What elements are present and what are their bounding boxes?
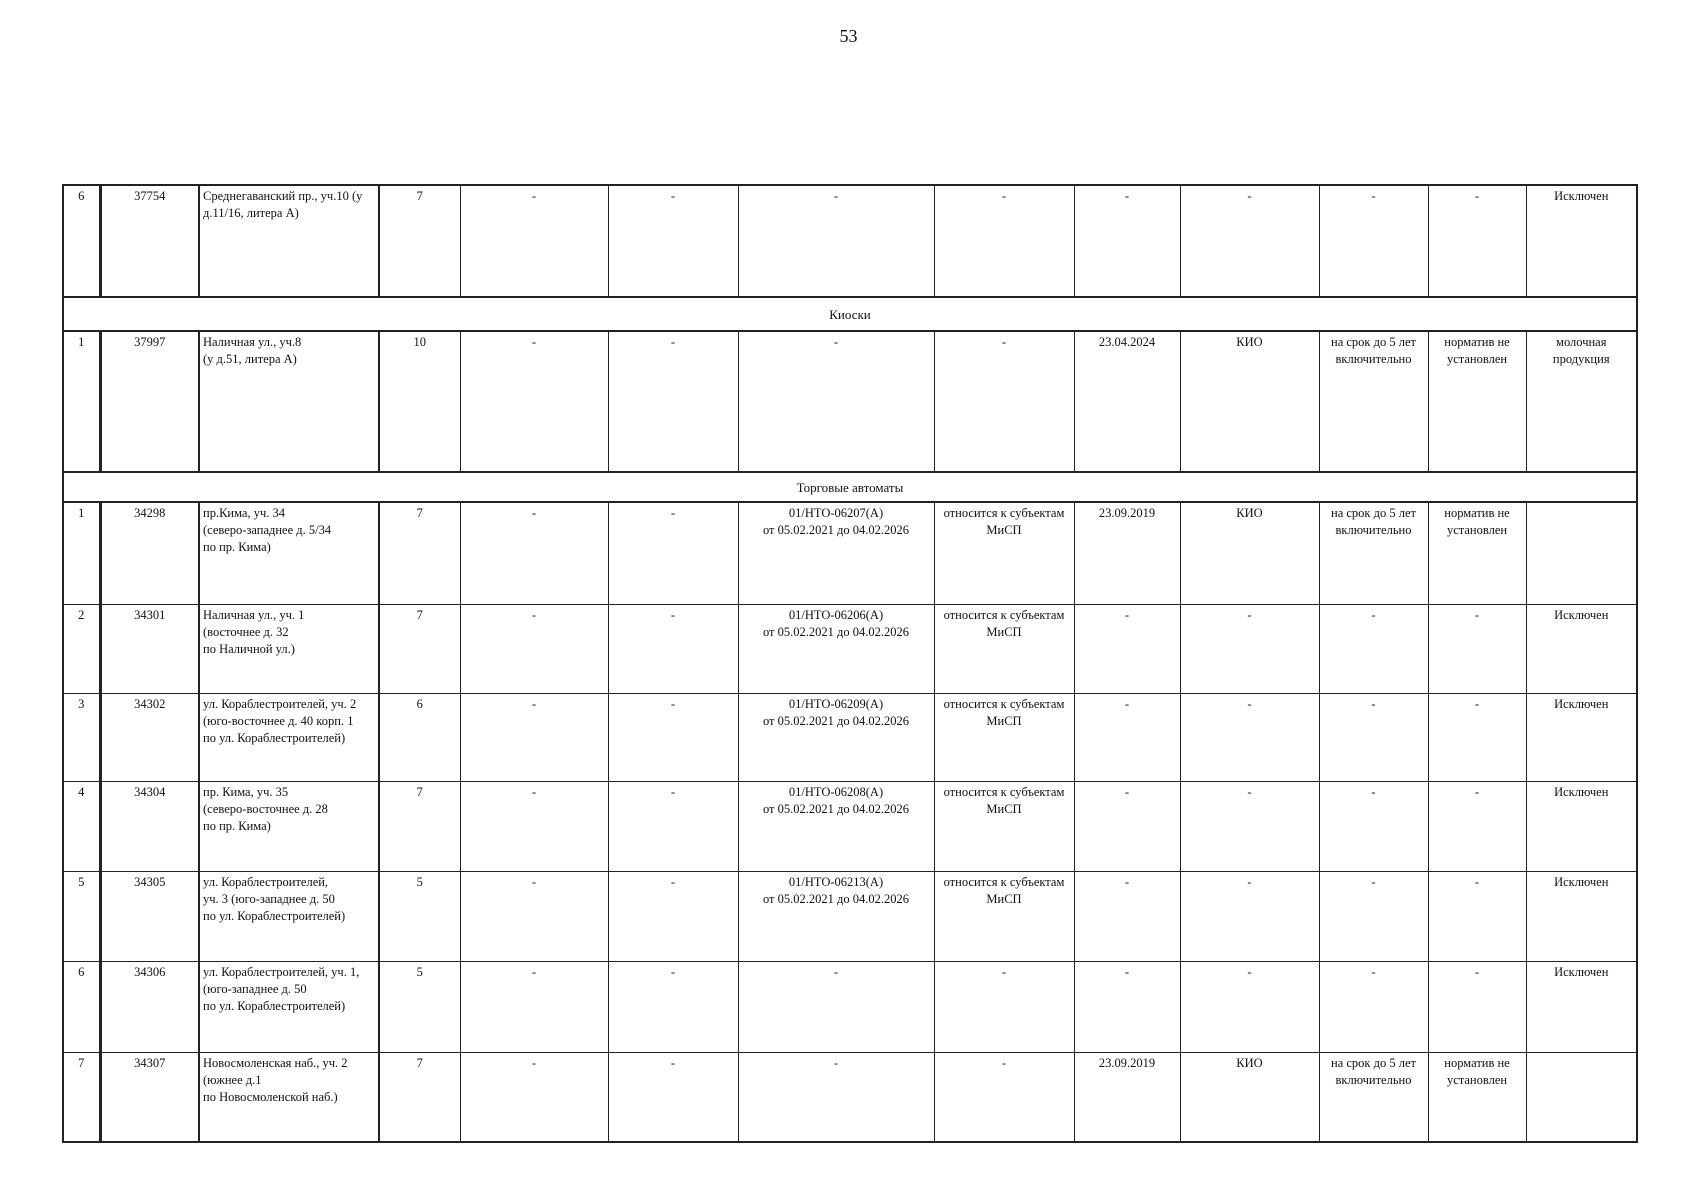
term-cell: на срок до 5 лет включительно [1319,331,1428,472]
section-title: Торговые автоматы [63,472,1637,502]
authority-cell: - [1180,185,1319,297]
table-row [63,604,1637,693]
object-code-cell: 34304 [100,781,199,871]
address-cell: ул. Кораблестроителей, уч. 3 (юго-западнее д. 50 по ул. Кораблестроителей) [199,871,379,961]
smb-status-cell: - [934,961,1074,1052]
term-cell: - [1319,781,1428,871]
contract-cell: 01/НТО-06208(А) от 05.02.2021 до 04.02.2026 [738,781,934,871]
cell-c5-cell: - [608,781,738,871]
norm-cell: - [1428,604,1526,693]
row-number-cell: 6 [63,961,100,1052]
term-cell: на срок до 5 лет включительно [1319,1052,1428,1142]
decision-date-cell: 23.04.2024 [1074,331,1180,472]
address-cell: Среднегаванский пр., уч.10 (у д.11/16, литера А) [199,185,379,297]
cell-c4-cell: - [460,185,608,297]
cell-c4-cell: - [460,502,608,604]
cell-c5-cell: - [608,961,738,1052]
smb-status-cell: относится к субъектам МиСП [934,502,1074,604]
area-cell: 7 [379,1052,460,1142]
contract-cell: - [738,185,934,297]
term-cell: - [1319,871,1428,961]
cell-c4-cell: - [460,604,608,693]
object-code-cell: 37754 [100,185,199,297]
smb-status-cell: относится к субъектам МиСП [934,693,1074,781]
table-row [63,502,1637,604]
smb-status-cell: относится к субъектам МиСП [934,871,1074,961]
row-number-cell: 6 [63,185,100,297]
object-code-cell: 34298 [100,502,199,604]
row-number-cell: 5 [63,871,100,961]
note-cell: молочная продукция [1526,331,1637,472]
norm-cell: норматив не установлен [1428,502,1526,604]
table-row [63,871,1637,961]
authority-cell: - [1180,871,1319,961]
table-row [63,781,1637,871]
decision-date-cell: - [1074,961,1180,1052]
object-code-cell: 37997 [100,331,199,472]
decision-date-cell: - [1074,604,1180,693]
address-cell: Наличная ул., уч. 1 (восточнее д. 32 по Наличной ул.) [199,604,379,693]
section-title: Киоски [63,297,1637,331]
area-cell: 5 [379,871,460,961]
address-cell: ул. Кораблестроителей, уч. 2 (юго-восточнее д. 40 корп. 1 по ул. Кораблестроителей) [199,693,379,781]
page-number: 53 [839,26,858,46]
cell-c5-cell: - [608,871,738,961]
area-cell: 6 [379,693,460,781]
cell-c5-cell: - [608,502,738,604]
note-cell: Исключен [1526,961,1637,1052]
row-number-cell: 2 [63,604,100,693]
area-cell: 7 [379,185,460,297]
cell-c5-cell: - [608,693,738,781]
contract-cell: - [738,1052,934,1142]
authority-cell: - [1180,781,1319,871]
authority-cell: - [1180,693,1319,781]
cell-c4-cell: - [460,871,608,961]
cell-c5-cell: - [608,1052,738,1142]
address-cell: Новосмоленская наб., уч. 2 (южнее д.1 по Новосмоленской наб.) [199,1052,379,1142]
note-cell: Исключен [1526,693,1637,781]
area-cell: 7 [379,502,460,604]
note-cell: Исключен [1526,781,1637,871]
address-cell: Наличная ул., уч.8 (у д.51, литера А) [199,331,379,472]
table-row [63,961,1637,1052]
cell-c5-cell: - [608,604,738,693]
address-cell: пр.Кима, уч. 34 (северо-западнее д. 5/34 по пр. Кима) [199,502,379,604]
row-number-cell: 1 [63,331,100,472]
address-cell: пр. Кима, уч. 35 (северо-восточнее д. 28 по пр. Кима) [199,781,379,871]
authority-cell: КИО [1180,331,1319,472]
authority-cell: - [1180,961,1319,1052]
decision-date-cell: - [1074,871,1180,961]
table-row [63,185,1637,297]
smb-status-cell: - [934,1052,1074,1142]
contract-cell: - [738,331,934,472]
note-cell [1526,502,1637,604]
row-number-cell: 3 [63,693,100,781]
norm-cell: - [1428,781,1526,871]
area-cell: 7 [379,781,460,871]
object-code-cell: 34302 [100,693,199,781]
note-cell: Исключен [1526,604,1637,693]
object-code-cell: 34306 [100,961,199,1052]
contract-cell: 01/НТО-06209(А) от 05.02.2021 до 04.02.2026 [738,693,934,781]
term-cell: - [1319,185,1428,297]
norm-cell: - [1428,693,1526,781]
area-cell: 7 [379,604,460,693]
table-row [63,1052,1637,1142]
row-number-cell: 4 [63,781,100,871]
term-cell: на срок до 5 лет включительно [1319,502,1428,604]
area-cell: 5 [379,961,460,1052]
note-cell: Исключен [1526,185,1637,297]
decision-date-cell: 23.09.2019 [1074,1052,1180,1142]
note-cell: Исключен [1526,871,1637,961]
authority-cell: КИО [1180,1052,1319,1142]
term-cell: - [1319,961,1428,1052]
registry-table [62,184,1638,1143]
row-number-cell: 1 [63,502,100,604]
cell-c4-cell: - [460,961,608,1052]
smb-status-cell: относится к субъектам МиСП [934,604,1074,693]
object-code-cell: 34307 [100,1052,199,1142]
term-cell: - [1319,693,1428,781]
term-cell: - [1319,604,1428,693]
contract-cell: 01/НТО-06207(А) от 05.02.2021 до 04.02.2026 [738,502,934,604]
row-number-cell: 7 [63,1052,100,1142]
cell-c4-cell: - [460,331,608,472]
table-row [63,693,1637,781]
table-row [63,331,1637,472]
authority-cell: - [1180,604,1319,693]
contract-cell: - [738,961,934,1052]
smb-status-cell: - [934,185,1074,297]
registry-body [63,185,1637,1142]
decision-date-cell: 23.09.2019 [1074,502,1180,604]
decision-date-cell: - [1074,781,1180,871]
smb-status-cell: - [934,331,1074,472]
object-code-cell: 34301 [100,604,199,693]
note-cell [1526,1052,1637,1142]
norm-cell: норматив не установлен [1428,1052,1526,1142]
cell-c4-cell: - [460,781,608,871]
decision-date-cell: - [1074,693,1180,781]
norm-cell: - [1428,871,1526,961]
object-code-cell: 34305 [100,871,199,961]
cell-c5-cell: - [608,185,738,297]
norm-cell: - [1428,185,1526,297]
area-cell: 10 [379,331,460,472]
authority-cell: КИО [1180,502,1319,604]
cell-c4-cell: - [460,693,608,781]
norm-cell: норматив не установлен [1428,331,1526,472]
address-cell: ул. Кораблестроителей, уч. 1, (юго-западнее д. 50 по ул. Кораблестроителей) [199,961,379,1052]
norm-cell: - [1428,961,1526,1052]
contract-cell: 01/НТО-06206(А) от 05.02.2021 до 04.02.2026 [738,604,934,693]
smb-status-cell: относится к субъектам МиСП [934,781,1074,871]
contract-cell: 01/НТО-06213(А) от 05.02.2021 до 04.02.2026 [738,871,934,961]
section-header-row [63,472,1637,502]
decision-date-cell: - [1074,185,1180,297]
cell-c4-cell: - [460,1052,608,1142]
section-header-row [63,297,1637,331]
cell-c5-cell: - [608,331,738,472]
